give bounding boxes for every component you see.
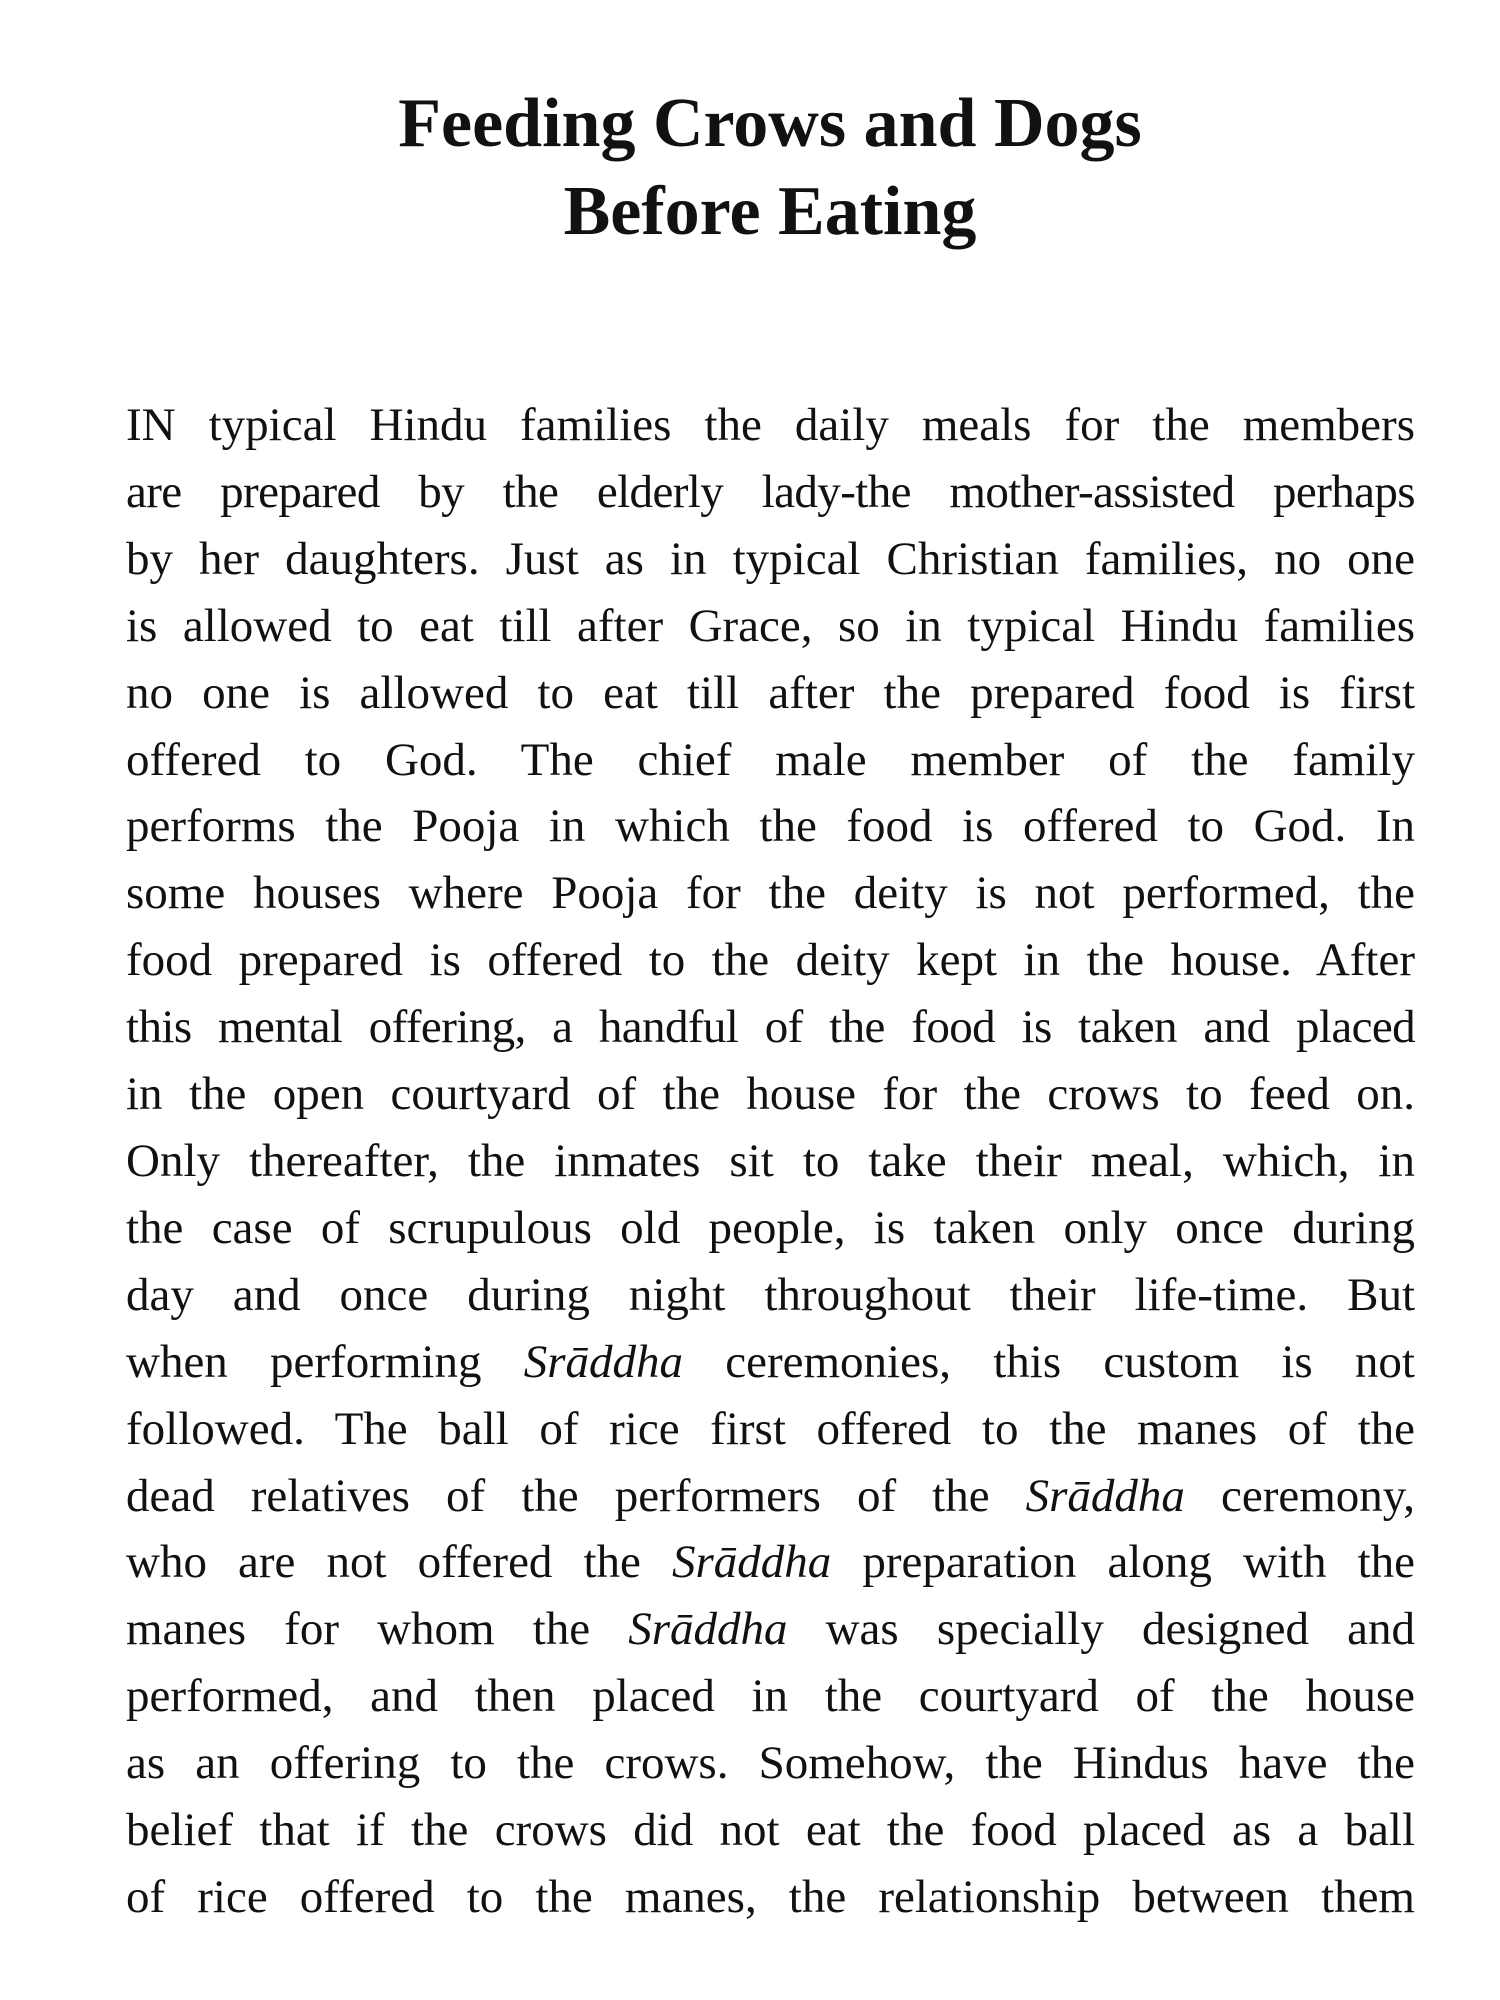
text-line-22: belief that if the crows did not eat the food placed as a ball (126, 1804, 1415, 1857)
text-line-11: in the open courtyard of the house for the crows to feed on. (126, 1068, 1415, 1121)
text-line-21: as an offering to the crows. Somehow, the Hindus have the (126, 1737, 1415, 1790)
body-paragraph (126, 392, 1415, 1931)
sraddha-term: Srāddha (523, 1335, 683, 1388)
sraddha-term: Srāddha (1025, 1469, 1185, 1522)
text-line-17-post: ceremony, (1184, 1469, 1415, 1522)
sraddha-term: Srāddha (628, 1603, 788, 1656)
text-line-18-post: preparation along with the (831, 1536, 1415, 1589)
text-line-5: no one is allowed to eat till after the prepared food is first (126, 666, 1415, 719)
text-line-8: some houses where Pooja for the deity is not performed, the (126, 867, 1415, 920)
text-line-19-pre: manes for whom the (126, 1603, 629, 1656)
text-line-20: performed, and then placed in the courtyard of the house (126, 1670, 1415, 1723)
text-line-6: offered to God. The chief male member of the family (126, 733, 1415, 786)
text-line-19-post: was specially designed and (787, 1603, 1416, 1656)
text-line-15-pre: when performing (126, 1335, 524, 1388)
text-line-15 (126, 1329, 1415, 1396)
text-line-9: food prepared is offered to the deity kept in the house. After (126, 934, 1415, 987)
text-line-19 (126, 1596, 1415, 1663)
chapter-title-line-1: Feeding Crows and Dogs (398, 85, 1142, 162)
text-line-4: is allowed to eat till after Grace, so in typical Hindu families (126, 599, 1415, 652)
text-line-16: followed. The ball of rice first offered to the manes of the (126, 1402, 1415, 1455)
sraddha-term: Srāddha (672, 1536, 832, 1589)
text-line-18-pre: who are not offered the (126, 1536, 672, 1589)
text-line-14: day and once during night throughout their life-time. But (126, 1268, 1415, 1321)
text-line-23: of rice offered to the manes, the relationship between them (126, 1870, 1415, 1923)
text-line-17-pre: dead relatives of the performers of the (126, 1469, 1026, 1522)
chapter-title (0, 80, 1500, 256)
text-line-2: are prepared by the elderly lady-the mother-assisted perhaps (126, 465, 1415, 518)
text-line-18 (126, 1529, 1415, 1596)
text-line-15-post: ceremonies, this custom is not (683, 1335, 1415, 1388)
text-line-3: by her daughters. Just as in typical Christian families, no one (126, 532, 1415, 585)
text-line-7: performs the Pooja in which the food is offered to God. In (126, 800, 1415, 853)
text-line-10: this mental offering, a handful of the food is taken and placed (126, 1001, 1415, 1054)
text-line-12: Only thereafter, the inmates sit to take their meal, which, in (126, 1134, 1415, 1187)
text-line-13: the case of scrupulous old people, is taken only once during (126, 1201, 1415, 1254)
text-line-17 (126, 1463, 1415, 1530)
text-line-1: IN typical Hindu families the daily meals for the members (126, 399, 1415, 451)
chapter-title-line-2: Before Eating (563, 173, 977, 250)
